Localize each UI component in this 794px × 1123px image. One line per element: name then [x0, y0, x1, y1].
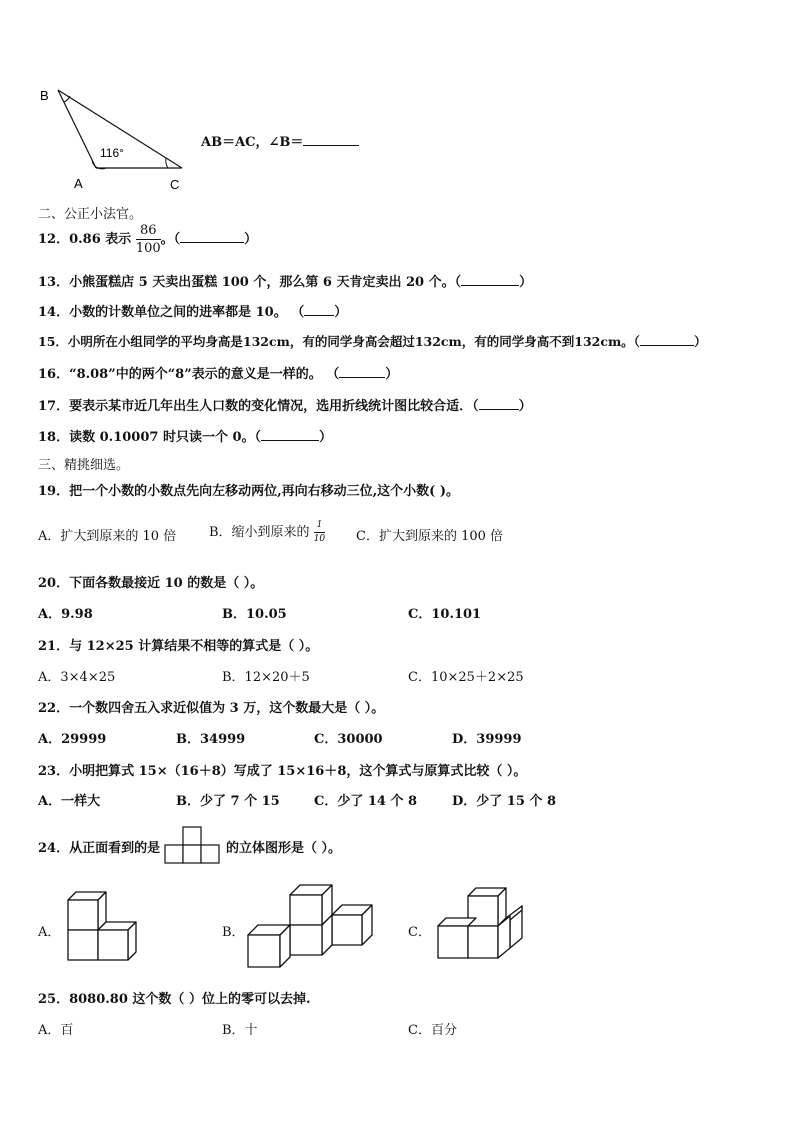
question-17: 17．要表示某市近几年出生人口数的变化情况，选用折线统计图比较合适．（ ）: [38, 399, 532, 414]
answer-blank[interactable]: [304, 303, 334, 316]
q20-option-b[interactable]: B．10.05: [222, 607, 287, 622]
q24-option-b-figure[interactable]: [246, 883, 378, 969]
question-15: 15．小明所在小组同学的平均身高是132cm，有的同学身高会超过132cm，有的同学身高不到132cm。（ ）: [38, 334, 707, 349]
triangle-figure: [36, 84, 206, 194]
q21-option-c[interactable]: C．10×25＋2×25: [408, 670, 524, 685]
angle-arc-b: [64, 96, 70, 102]
triangle-condition: AB＝AC，∠B＝: [201, 131, 359, 150]
section-3-title: 三、精挑细选。: [38, 458, 130, 473]
answer-blank[interactable]: [461, 273, 519, 286]
question-16: 16．“8.08”中的两个“8”表示的意义是一样的。 （ ）: [38, 367, 399, 382]
question-21: 21．与 12×25 计算结果不相等的算式是（ ）。: [38, 639, 319, 654]
q23-option-c[interactable]: C．少了 14 个 8: [314, 794, 418, 809]
q23-option-a[interactable]: A．一样大: [38, 794, 101, 809]
q22-option-b[interactable]: B．34999: [176, 732, 246, 747]
question-19: 19．把一个小数的小数点先向左移动两位,再向右移动三位,这个小数( )。: [38, 484, 459, 499]
fraction-1-10: $\frac{1}{10}$: [313, 520, 326, 544]
question-23: 23．小明把算式 15×（16＋8）写成了 15×16＋8，这个算式与原算式比较（ ）。: [38, 764, 527, 779]
fraction-86-100: $\frac{86}{100}$: [135, 223, 161, 256]
q19-option-a[interactable]: A．扩大到原来的 10 倍: [38, 529, 177, 544]
section-2-title: 二、公正小法官。: [38, 207, 143, 222]
answer-blank[interactable]: [479, 397, 519, 410]
answer-blank[interactable]: [261, 428, 319, 441]
q20-option-c[interactable]: C．10.101: [408, 607, 482, 622]
q25-option-b[interactable]: B．十: [222, 1023, 258, 1038]
q23-option-d[interactable]: D．少了 15 个 8: [452, 794, 556, 809]
question-24-suffix: 的立体图形是（ ）。: [226, 841, 342, 856]
question-13: 13．小熊蛋糕店 5 天卖出蛋糕 100 个，那么第 6 天肯定卖出 20 个。（ ）: [38, 275, 533, 290]
answer-blank[interactable]: [303, 133, 359, 146]
q19-option-c[interactable]: C．扩大到原来的 100 倍: [356, 529, 504, 544]
question-12: 12．0.86 表示 $\frac{86}{100}$ 。（ ）: [38, 223, 258, 256]
q22-option-c[interactable]: C．30000: [314, 732, 383, 747]
q25-option-c[interactable]: C．百分: [408, 1023, 457, 1038]
question-24-prefix: 24．从正面看到的是: [38, 841, 161, 856]
q24-option-a-label[interactable]: A．: [38, 925, 61, 940]
q22-option-a[interactable]: A．29999: [38, 732, 107, 747]
q24-option-c-label[interactable]: C．: [408, 925, 431, 940]
vertex-label-a: A: [74, 176, 83, 191]
angle-label: 116°: [100, 146, 124, 160]
q19-option-b[interactable]: B．缩小到原来的 $\frac{1}{10}$: [209, 520, 326, 544]
q23-option-b[interactable]: B．少了 7 个 15: [176, 794, 280, 809]
answer-blank[interactable]: [640, 333, 694, 346]
front-view-figure: [164, 826, 222, 864]
question-22: 22．一个数四舍五入求近似值为 3 万，这个数最大是（ ）。: [38, 701, 385, 716]
q21-option-a[interactable]: A．3×4×25: [38, 670, 116, 685]
q25-option-a[interactable]: A．百: [38, 1023, 74, 1038]
q24-option-b-label[interactable]: B．: [222, 925, 245, 940]
vertex-label-c: C: [170, 177, 180, 192]
vertex-label-b: B: [40, 88, 49, 103]
question-18: 18．读数 0.10007 时只读一个 0。（ ）: [38, 430, 333, 445]
q21-option-b[interactable]: B．12×20＋5: [222, 670, 310, 685]
question-20: 20．下面各数最接近 10 的数是（ ）。: [38, 576, 264, 591]
answer-blank[interactable]: [339, 365, 385, 378]
q22-option-d[interactable]: D．39999: [452, 732, 522, 747]
question-25: 25．8080.80 这个数（ ）位上的零可以去掉.: [38, 992, 311, 1007]
q20-option-a[interactable]: A．9.98: [38, 607, 93, 622]
q24-option-a-figure[interactable]: [62, 888, 148, 968]
q24-option-c-figure[interactable]: [434, 886, 526, 968]
answer-blank[interactable]: [180, 230, 244, 243]
question-14: 14．小数的计数单位之间的进率都是 10。 （ ）: [38, 305, 348, 320]
